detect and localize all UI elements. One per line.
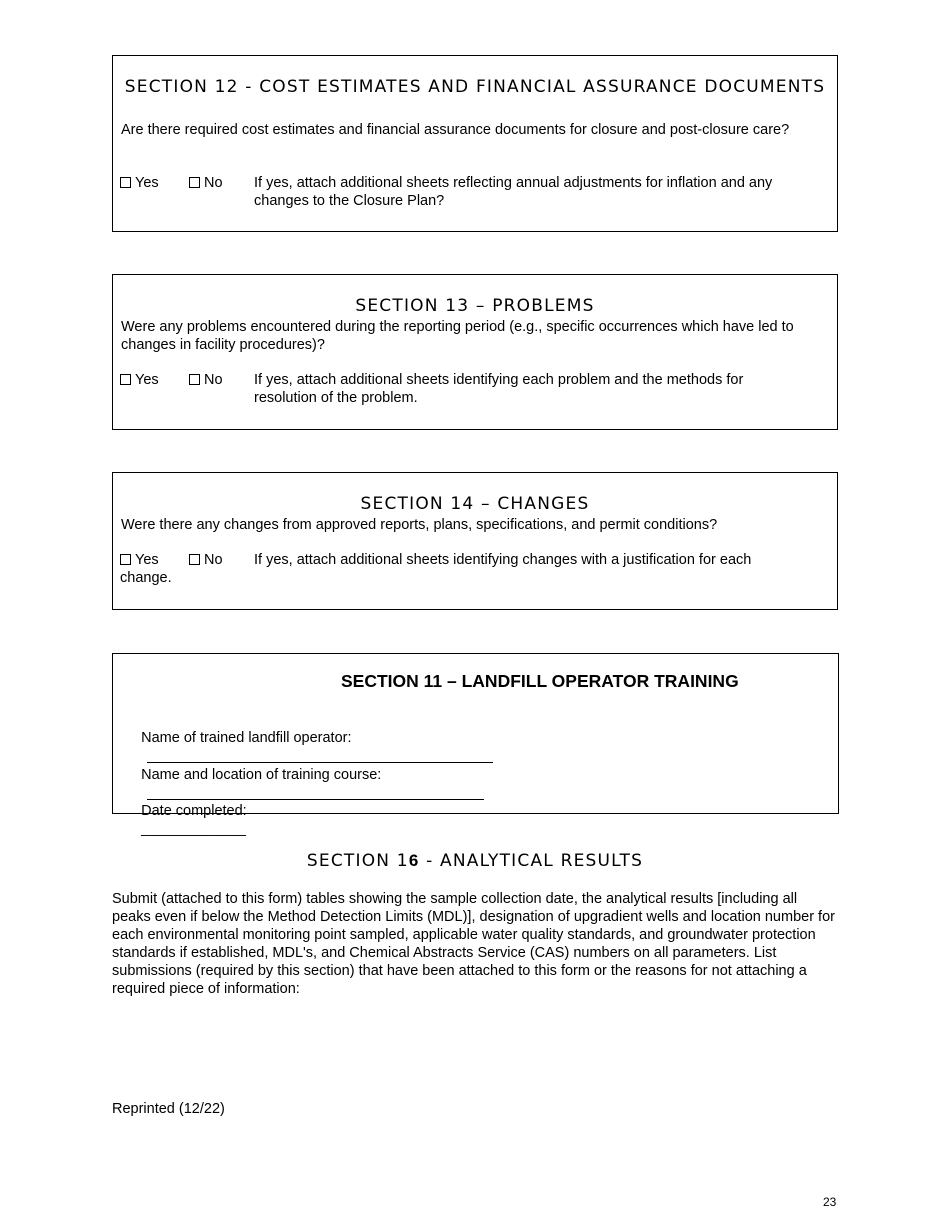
section-13-question: Were any problems encountered during the reporting period (e.g., specific occurrences which have led to changes in facility procedures)? [121, 319, 794, 353]
section-11-title: SECTION 11 – LANDFILL OPERATOR TRAINING [341, 671, 739, 691]
section-12-followup: If yes, attach additional sheets reflecting annual adjustments for inflation and any changes to the Closure Plan? [254, 175, 773, 209]
operator-name-label: Name of trained landfill operator: [141, 730, 352, 746]
section-13-yes-option[interactable] [120, 371, 159, 389]
section-14-question: Were there any changes from approved reports, plans, specifications, and permit conditions? [121, 517, 718, 533]
yes-checkbox[interactable] [120, 177, 131, 188]
section-16-title-prefix: SECTION 1 [306, 851, 409, 871]
yes-checkbox[interactable] [120, 554, 131, 565]
section-16-title [0, 851, 950, 871]
section-16-title-suffix: - ANALYTICAL RESULTS [419, 851, 644, 871]
no-checkbox[interactable] [189, 374, 200, 385]
section-14-options [120, 551, 827, 591]
section-14-box [112, 472, 838, 610]
no-label: No [204, 175, 223, 191]
section-13-options [120, 371, 827, 411]
section-12-question: Are there required cost estimates and financial assurance documents for closure and post-closure care? [121, 122, 790, 138]
section-13-followup: If yes, attach additional sheets identifying each problem and the methods for resolution of the problem. [254, 372, 744, 406]
section-12-yes-option[interactable] [120, 174, 159, 192]
section-14-no-option[interactable] [189, 551, 223, 569]
section-13-box [112, 274, 838, 430]
no-label: No [204, 372, 223, 388]
date-completed-label: Date completed: [141, 803, 247, 819]
section-11-box [112, 653, 839, 837]
section-16-title-bold: 6 [408, 851, 420, 870]
training-course-label: Name and location of training course: [141, 767, 382, 783]
yes-checkbox[interactable] [120, 374, 131, 385]
section-14-followup-wrap: change. [120, 570, 172, 586]
section-14-yes-option[interactable] [120, 551, 159, 569]
date-completed-blank[interactable]: _____________ [141, 821, 246, 837]
no-checkbox[interactable] [189, 177, 200, 188]
yes-label: Yes [135, 552, 159, 568]
reprinted-note: Reprinted (12/22) [112, 1101, 225, 1117]
section-12-no-option[interactable] [189, 174, 223, 192]
section-14-followup: If yes, attach additional sheets identifying changes with a justification for each [254, 552, 752, 568]
no-checkbox[interactable] [189, 554, 200, 565]
section-12-box [112, 55, 838, 232]
section-16-body: Submit (attached to this form) tables showing the sample collection date, the analytical results [including all peaks even if below the Method Detection Limits (MDL)], designation of upgradient wells and location number for each environmental monitoring point sampled, applicable water quality standards, and groundwater protection standards if established, MDL's, and Chemical Abstracts Service (CAS) numbers on all parameters. List submissions (required by this section) that have been attached to this form or the reasons for not attaching a required piece of information: [112, 891, 835, 997]
section-13-no-option[interactable] [189, 371, 223, 389]
page-number: 23 [823, 1195, 837, 1209]
no-label: No [204, 552, 223, 568]
yes-label: Yes [135, 372, 159, 388]
section-12-options [120, 174, 827, 214]
yes-label: Yes [135, 175, 159, 191]
section-12-title: SECTION 12 - COST ESTIMATES AND FINANCIAL ASSURANCE DOCUMENTS [124, 77, 826, 97]
section-14-title: SECTION 14 – CHANGES [360, 494, 590, 514]
date-completed-field [125, 784, 247, 856]
section-13-title: SECTION 13 – PROBLEMS [355, 296, 595, 316]
